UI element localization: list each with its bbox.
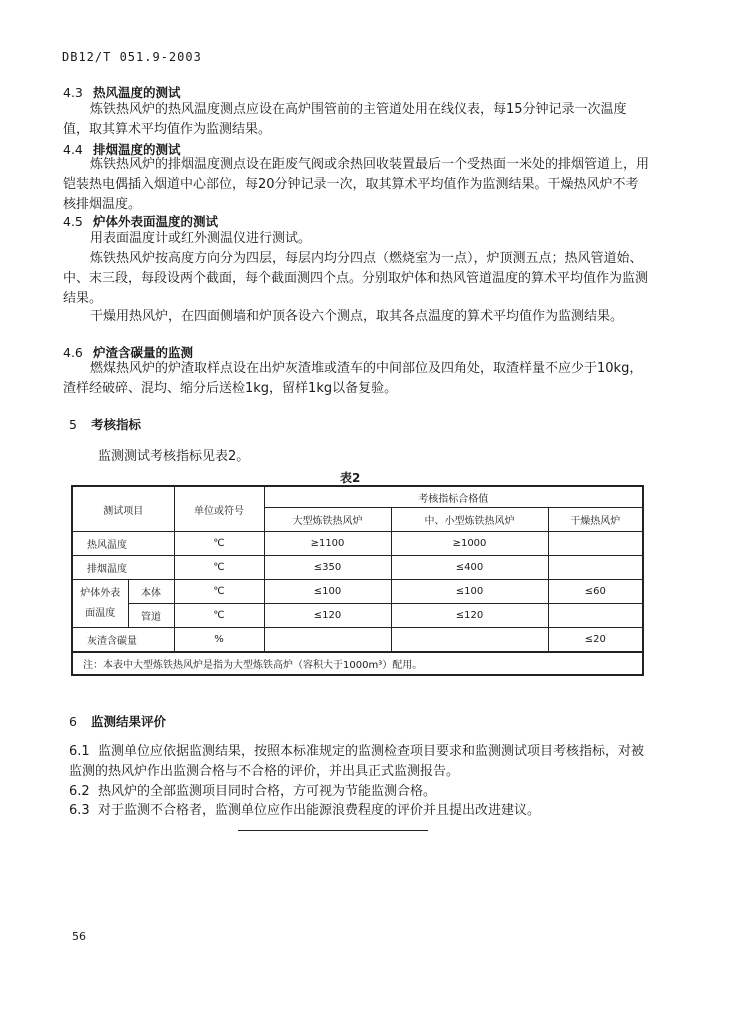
cell-medium: ≤400 bbox=[391, 556, 548, 580]
section-6-3 bbox=[69, 801, 654, 821]
table-row bbox=[72, 628, 643, 653]
section-title: 考核指标 bbox=[91, 417, 142, 432]
section-number: 4.4 bbox=[63, 142, 83, 157]
section-4-5-para-1: 用表面温度计或红外测温仪进行测试。 bbox=[90, 231, 312, 246]
section-4-5-heading bbox=[63, 212, 218, 230]
end-rule bbox=[238, 830, 428, 831]
cell-surface-group: 炉体外表面温度 bbox=[72, 580, 128, 628]
table-note: 注：本表中大型炼铁热风炉是指为大型炼铁高炉（容积大于1000m³）配用。 bbox=[72, 652, 643, 675]
cell-dry bbox=[548, 532, 643, 556]
col-header-medium: 中、小型炼铁热风炉 bbox=[391, 508, 548, 532]
section-title: 排烟温度的测试 bbox=[93, 142, 181, 157]
section-title: 炉体外表面温度的测试 bbox=[93, 214, 219, 229]
cell-unit: ℃ bbox=[174, 556, 264, 580]
cell-medium bbox=[391, 628, 548, 653]
cell-large: ≤350 bbox=[264, 556, 391, 580]
section-number: 4.3 bbox=[63, 85, 83, 100]
cell-large: ≤120 bbox=[264, 604, 391, 628]
assessment-table bbox=[71, 485, 644, 676]
section-title: 炉渣含碳量的监测 bbox=[93, 345, 194, 360]
section-title: 监测结果评价 bbox=[91, 714, 167, 729]
cell-dry bbox=[548, 556, 643, 580]
cell-unit: ℃ bbox=[174, 532, 264, 556]
col-header-group: 考核指标合格值 bbox=[264, 486, 643, 508]
section-number: 4.5 bbox=[63, 214, 83, 229]
table-row bbox=[72, 604, 643, 628]
cell-large: ≤100 bbox=[264, 580, 391, 604]
section-4-4-body: 炼铁热风炉的排烟温度测点设在距废气阀或余热回收装置最后一个受热面一米处的排烟管道上，用铠装热电偶插入烟道中心部位，每20分钟记录一次，取其算术平均值作为监测结果。干燥热风炉不考核排烟温度。 bbox=[63, 157, 650, 212]
clause-text: 热风炉的全部监测项目同时合格，方可视为节能监测合格。 bbox=[97, 784, 436, 799]
section-4-3-body: 炼铁热风炉的热风温度测点应设在高炉围管前的主管道处用在线仪表，每15分钟记录一次温度值，取其算术平均值作为监测结果。 bbox=[63, 102, 627, 137]
section-5-heading bbox=[69, 415, 141, 433]
cell-large: ≥1100 bbox=[264, 532, 391, 556]
clause-number: 6.1 bbox=[69, 744, 90, 759]
cell-item: 灰渣含碳量 bbox=[72, 628, 174, 653]
cell-dry: ≤60 bbox=[548, 580, 643, 604]
col-header-item: 测试项目 bbox=[72, 486, 174, 532]
col-header-dry: 干燥热风炉 bbox=[548, 508, 643, 532]
table-row bbox=[72, 580, 643, 604]
clause-text: 监测单位应依据监测结果，按照本标准规定的监测检查项目要求和监测测试项目考核指标，对被监测的热风炉作出监测合格与不合格的评价，并出具正式监测报告。 bbox=[69, 744, 644, 779]
cell-subitem: 本体 bbox=[128, 580, 174, 604]
section-5-body: 监测测试考核指标见表2。 bbox=[98, 449, 250, 464]
cell-medium: ≤100 bbox=[391, 580, 548, 604]
cell-item: 排烟温度 bbox=[72, 556, 174, 580]
cell-dry bbox=[548, 604, 643, 628]
table-caption: 表2 bbox=[340, 471, 361, 485]
cell-dry: ≤20 bbox=[548, 628, 643, 653]
section-4-3-heading bbox=[63, 83, 181, 101]
cell-large bbox=[264, 628, 391, 653]
section-number: 4.6 bbox=[63, 345, 83, 360]
clause-number: 6.3 bbox=[69, 803, 90, 818]
section-4-6-body: 燃煤热风炉的炉渣取样点设在出炉灰渣堆或渣车的中间部位及四角处，取渣样量不应少于10kg，渣样经破碎、混均、缩分后送检1kg，留样1kg以备复验。 bbox=[63, 361, 643, 396]
col-header-unit: 单位或符号 bbox=[174, 486, 264, 532]
cell-unit: ℃ bbox=[174, 580, 264, 604]
cell-medium: ≤120 bbox=[391, 604, 548, 628]
cell-unit: ℃ bbox=[174, 604, 264, 628]
col-header-large: 大型炼铁热风炉 bbox=[264, 508, 391, 532]
cell-item: 热风温度 bbox=[72, 532, 174, 556]
table-row bbox=[72, 556, 643, 580]
cell-subitem: 管道 bbox=[128, 604, 174, 628]
clause-number: 6.2 bbox=[69, 784, 90, 799]
cell-unit: % bbox=[174, 628, 264, 653]
standard-code: DB12/T 051.9-2003 bbox=[62, 50, 202, 64]
page-number: 56 bbox=[72, 930, 86, 943]
section-number: 5 bbox=[69, 417, 77, 432]
table-row bbox=[72, 532, 643, 556]
table-header-row bbox=[72, 486, 643, 508]
section-number: 6 bbox=[69, 714, 77, 729]
section-4-5-para-3: 干燥用热风炉，在四面侧墙和炉顶各设六个测点，取其各点温度的算术平均值作为监测结果。 bbox=[90, 309, 624, 324]
section-6-heading bbox=[69, 712, 166, 730]
clause-text: 对于监测不合格者，监测单位应作出能源浪费程度的评价并且提出改进建议。 bbox=[97, 803, 540, 818]
table-note-row bbox=[72, 652, 643, 675]
section-4-5-para-2: 炼铁热风炉按高度方向分为四层，每层内均分四点（燃烧室为一点），炉顶测五点；热风管道始、中、末三段，每段设两个截面，每个截面测四个点。分别取炉体和热风管道温度的算术平均值作为监测结果。 bbox=[63, 251, 649, 306]
cell-medium: ≥1000 bbox=[391, 532, 548, 556]
section-6-1 bbox=[69, 742, 654, 782]
section-6-2 bbox=[69, 782, 654, 802]
section-title: 热风温度的测试 bbox=[93, 85, 181, 100]
